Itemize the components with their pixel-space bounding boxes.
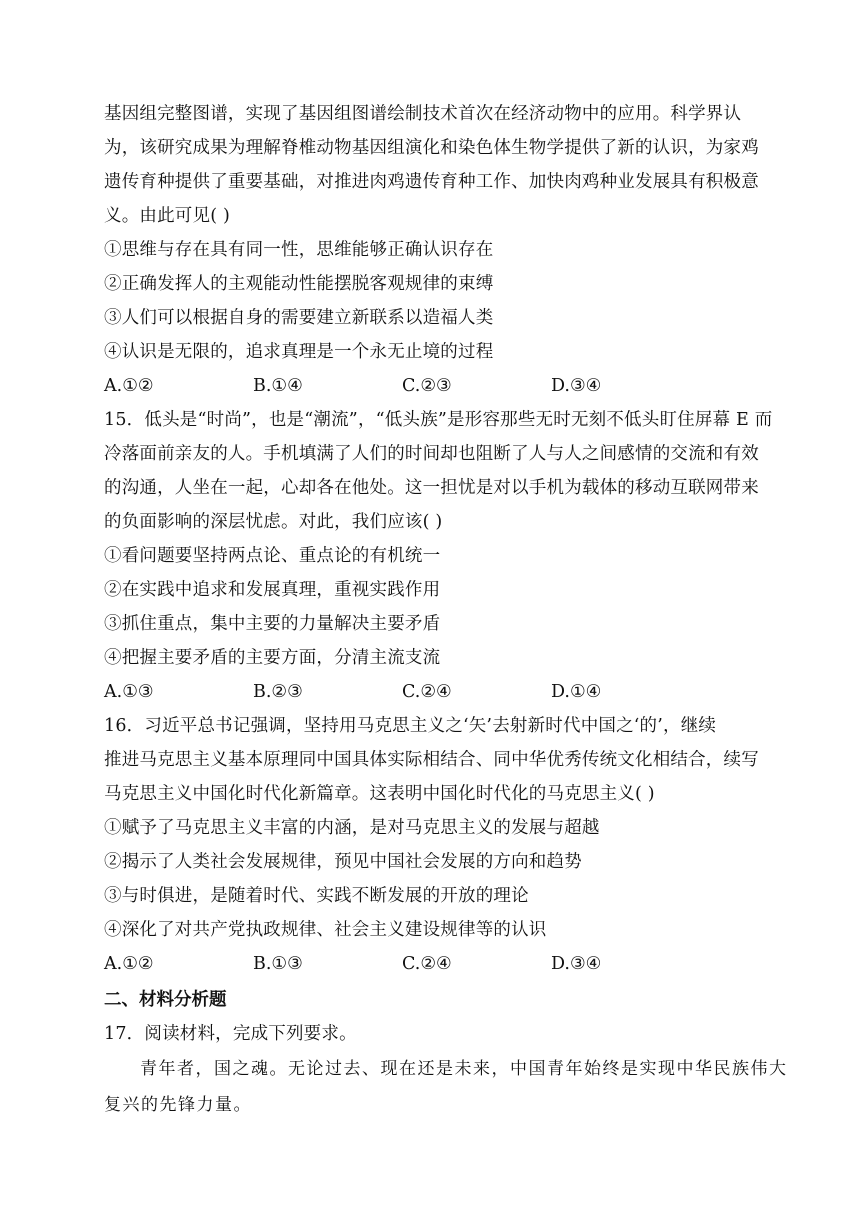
- q15-stem-line-3: 的沟通，人坐在一起，心却各在他处。这一担忧是对以手机为载体的移动互联网带来: [104, 478, 759, 498]
- q14-item-4: ④认识是无限的，追求真理是一个永无止境的过程: [104, 342, 494, 362]
- q15-option-d: D.①④: [551, 682, 602, 702]
- q14-option-c: C.②③: [402, 376, 452, 396]
- q16-item-3: ③与时俱进，是随着时代、实践不断发展的开放的理论: [104, 886, 529, 906]
- q15-stem-line-1: 15．低头是“时尚”，也是“潮流”，“低头族”是形容那些无时无刻不低头盯住屏幕 E 而: [104, 410, 773, 430]
- q14-stem-line-1: 基因组完整图谱，实现了基因组图谱绘制技术首次在经济动物中的应用。科学界认: [104, 104, 742, 124]
- q15-item-3: ③抓住重点，集中主要的力量解决主要矛盾: [104, 614, 441, 634]
- q14-options: [104, 369, 754, 403]
- q16-item-4: ④深化了对共产党执政规律、社会主义建设规律等的认识: [104, 920, 547, 940]
- q17-material-line-2: 复兴的先锋力量。: [104, 1095, 252, 1115]
- section-heading: 二、材料分析题: [104, 990, 227, 1010]
- q17-material-line-1: 青年者，国之魂。无论过去、现在还是未来，中国青年始终是实现中华民族伟大: [140, 1059, 788, 1079]
- q16-option-a: A.①②: [104, 954, 154, 974]
- q16-option-b: B.①③: [253, 954, 303, 974]
- q16-options: [104, 947, 754, 981]
- q14-item-3: ③人们可以根据自身的需要建立新联系以造福人类: [104, 308, 494, 328]
- q14-item-2: ②正确发挥人的主观能动性能摆脱客观规律的束缚: [104, 274, 494, 294]
- question-17: [104, 1017, 788, 1123]
- q14-option-b: B.①④: [253, 376, 303, 396]
- q16-stem-line-3: 马克思主义中国化时代化新篇章。这表明中国化时代化的马克思主义( ): [104, 784, 655, 804]
- q16-item-1: ①赋予了马克思主义丰富的内涵，是对马克思主义的发展与超越: [104, 818, 600, 838]
- q14-option-a: A.①②: [104, 376, 154, 396]
- q16-option-d: D.③④: [551, 954, 602, 974]
- q15-item-2: ②在实践中追求和发展真理，重视实践作用: [104, 580, 441, 600]
- q16-stem-line-2: 推进马克思主义基本原理同中国具体实际相结合、同中华优秀传统文化相结合，续写: [104, 750, 759, 770]
- q15-option-a: A.①③: [104, 682, 154, 702]
- q16-option-c: C.②④: [402, 954, 452, 974]
- document-content: [104, 97, 788, 1123]
- q14-stem-line-2: 为，该研究成果为理解脊椎动物基因组演化和染色体生物学提供了新的认识，为家鸡: [104, 138, 759, 158]
- question-15: [104, 403, 773, 709]
- q15-option-c: C.②④: [402, 682, 452, 702]
- question-16: [104, 709, 759, 981]
- q16-stem-line-1: 16．习近平总书记强调，坚持用马克思主义之‘矢’去射新时代中国之‘的’，继续: [104, 716, 717, 736]
- q14-item-1: ①思维与存在具有同一性，思维能够正确认识存在: [104, 240, 494, 260]
- q16-item-2: ②揭示了人类社会发展规律，预见中国社会发展的方向和趋势: [104, 852, 582, 872]
- q15-stem-line-2: 冷落面前亲友的人。手机填满了人们的时间却也阻断了人与人之间感情的交流和有效: [104, 444, 759, 464]
- q15-options: [104, 675, 754, 709]
- q17-stem: 17．阅读材料，完成下列要求。: [104, 1024, 357, 1044]
- q14-option-d: D.③④: [551, 376, 602, 396]
- q15-option-b: B.②③: [253, 682, 303, 702]
- q15-stem-line-4: 的负面影响的深层忧虑。对此，我们应该( ): [104, 512, 443, 532]
- q15-item-4: ④把握主要矛盾的主要方面，分清主流支流: [104, 648, 441, 668]
- q14-stem-line-4: 义。由此可见( ): [104, 206, 231, 226]
- q15-item-1: ①看问题要坚持两点论、重点论的有机统一: [104, 546, 441, 566]
- question-14: [104, 97, 759, 403]
- q14-stem-line-3: 遗传育种提供了重要基础，对推进肉鸡遗传育种工作、加快肉鸡种业发展具有积极意: [104, 172, 759, 192]
